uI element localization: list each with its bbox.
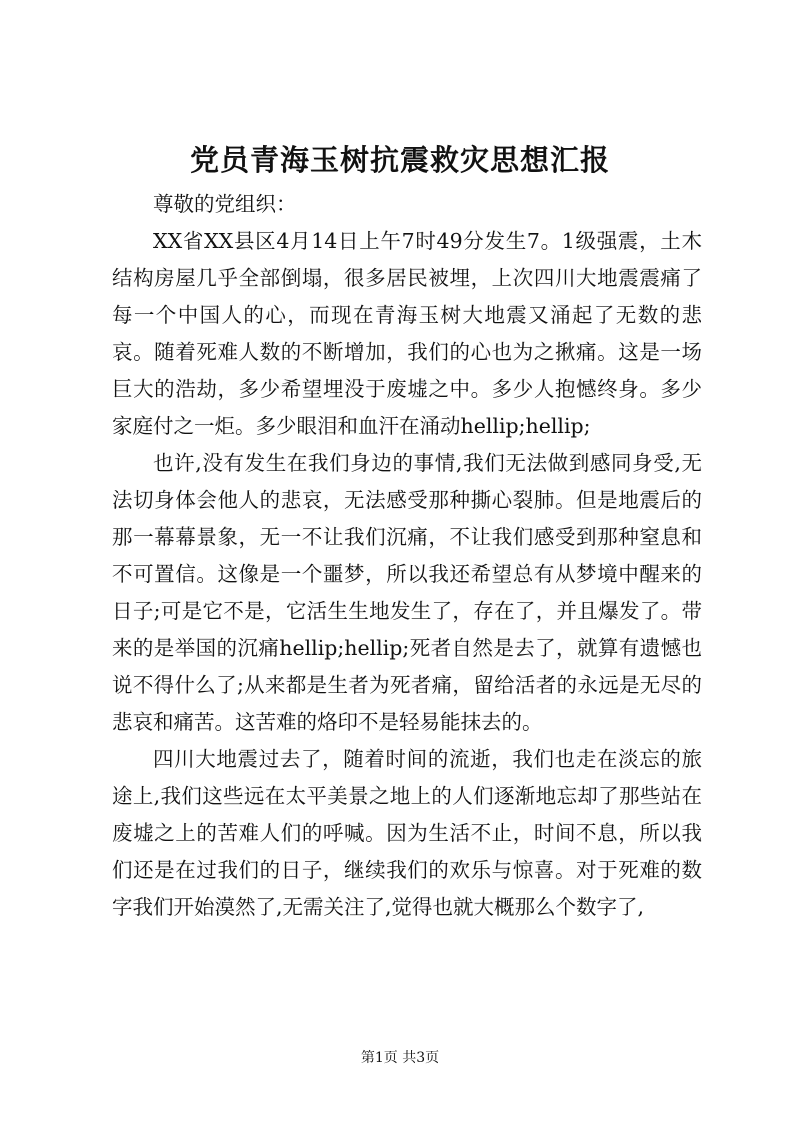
salutation: 尊敬的党组织： [153,192,297,216]
paragraph-1: XX省XX县区4月14日上午7时49分发生7。1级强震，土木结构房屋几乎全部倒塌，很多居民被埋，上次四川大地震震痛了每一个中国人的心，而现在青海玉树大地震又涌起了无数的悲哀。随着死难人数的不断增加，我们的心也为之揪痛。这是一场巨大的浩劫，多少希望埋没于废墟之中。多少人抱憾终身。多少家庭付之一炬。多少眼泪和血汗在涌动hellip;hellip; [112,229,702,438]
document-title: 党员青海玉树抗震救灾思想汇报 [189,143,610,177]
paragraph-3: 四川大地震过去了，随着时间的流逝，我们也走在淡忘的旅途上,我们这些远在太平美景之地上的人们逐渐地忘却了那些站在废墟之上的苦难人们的呼喊。因为生活不止，时间不息，所以我们还是在过我们的日子，继续我们的欢乐与惊喜。对于死难的数字我们开始漠然了,无需关注了,觉得也就大概那么个数字了, [112,747,702,919]
document-body [112,186,702,926]
page-footer: 第1页 共3页 [360,1050,440,1066]
paragraph-2: 也许,没有发生在我们身边的事情,我们无法做到感同身受,无法切身体会他人的悲哀，无法感受那种撕心裂肺。但是地震后的那一幕幕景象，无一不让我们沉痛，不让我们感受到那种窒息和不可置信。这像是一个噩梦，所以我还希望总有从梦境中醒来的日子;可是它不是，它活生生地发生了，存在了，并且爆发了。带来的是举国的沉痛hellip;hellip;死者自然是去了，就算有遗憾也说不得什么了;从来都是生者为死者痛，留给活者的永远是无尽的悲哀和痛苦。这苦难的烙印不是轻易能抹去的。 [112,451,702,734]
